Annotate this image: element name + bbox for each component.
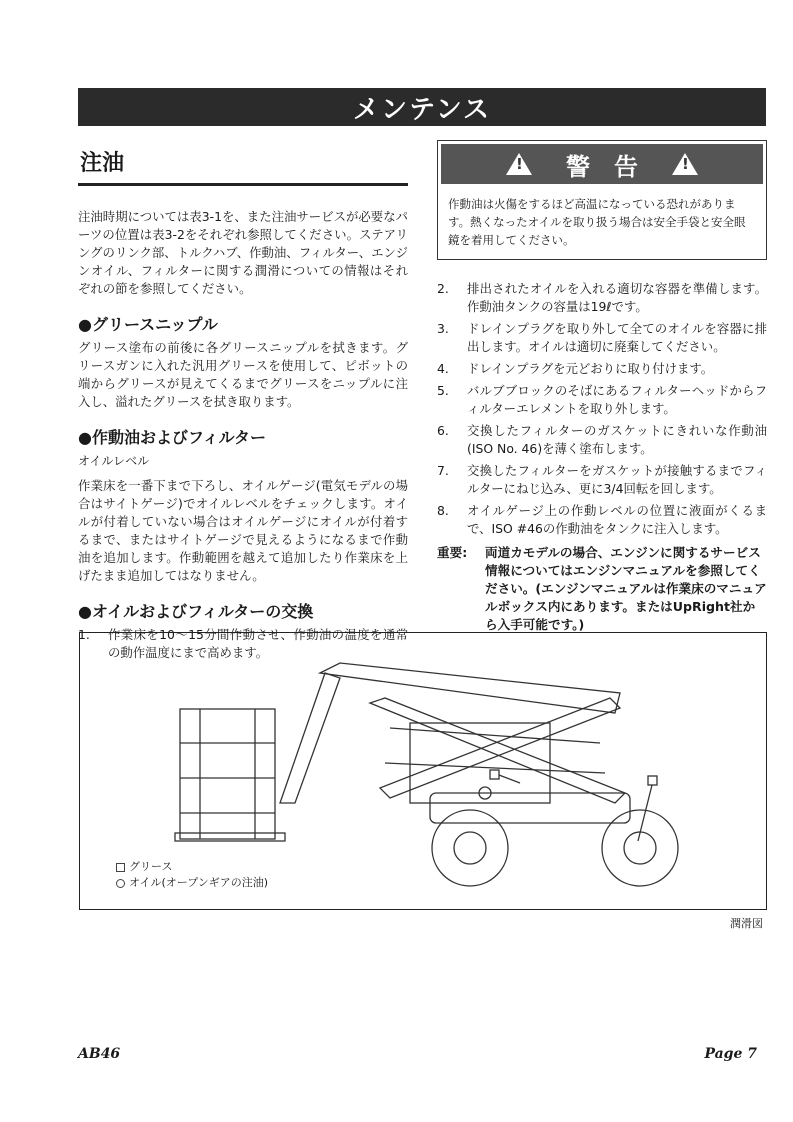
step-text: 作業床を10〜15分間作動させ、作動油の温度を通常の動作温度にまで高めます。 (108, 627, 408, 660)
list-item (437, 502, 767, 538)
list-item (437, 422, 767, 458)
warning-header (441, 144, 763, 184)
grease-paragraph: グリース塗布の前後に各グリースニップルを拭きます。グリースガンに入れた汎用グリースを使用して、ピボットの端からグリースが見えてくるまでグリースをニップルに注入し、溢れたグリースを拭き取ります。 (78, 340, 408, 409)
step-text: 排出されたオイルを入れる適切な容器を準備します。作動油タンクの容量は19ℓです。 (467, 281, 767, 314)
list-item (437, 320, 767, 356)
oil-level-label: オイルレベル (78, 454, 150, 468)
step-number: 2. (437, 281, 449, 296)
list-item (437, 280, 767, 316)
hydraulic-heading: ●作動油およびフィルター (78, 428, 267, 447)
grease-heading: ●グリースニップル (78, 315, 218, 334)
step-number: 3. (437, 321, 449, 336)
step-text: 交換したフィルターのガスケットにきれいな作動油(ISO No. 46)を薄く塗布します。 (467, 423, 767, 456)
step-text: 交換したフィルターをガスケットが接触するまでフィルターにねじ込み、更に3/4回転を回します。 (467, 463, 767, 496)
warning-title: 警 告 (566, 152, 638, 181)
warning-triangle-icon (506, 153, 532, 175)
lubrication-figure (79, 632, 767, 910)
legend-grease-label: グリース (129, 860, 173, 873)
legend-oil (116, 875, 268, 891)
page-banner (78, 88, 766, 126)
list-item (437, 462, 767, 498)
oil-change-heading: ●オイルおよびフィルターの交換 (78, 602, 314, 621)
circle-marker-icon (116, 879, 125, 888)
important-note (437, 544, 767, 634)
banner-title: メンテンス (353, 94, 491, 125)
figure-caption: 潤滑図 (730, 917, 763, 930)
step-number: 4. (437, 361, 449, 376)
square-marker-icon (116, 863, 125, 872)
hydraulic-paragraph: 作業床を一番下まで下ろし、オイルゲージ(電気モデルの場合はサイトゲージ)でオイルレベルをチェックします。オイルが付着していない場合はオイルゲージにオイルが付着するまで、またはサイトゲージで見えるようになるまで作動油を追加します。作動範囲を越えて追加したり作業床を上げたまま追加してはなりません。 (78, 478, 408, 583)
intro-paragraph: 注油時期については表3-1を、また注油サービスが必要なパーツの位置は表3-2をそれぞれ参照してください。ステアリングのリンク部、トルクハブ、作動油、フィルター、エンジンオイル、フィルターに関する潤滑についての情報はそれぞれの節を参照してください。 (78, 209, 408, 296)
warning-box (437, 140, 767, 260)
model-label: AB46 (78, 1046, 121, 1062)
legend-oil-label: オイル(オープンギアの注油) (129, 876, 269, 889)
left-column (78, 140, 408, 666)
step-number: 6. (437, 423, 449, 438)
warning-triangle-icon (672, 153, 698, 175)
section-title: 注油 (78, 140, 408, 186)
step-text: ドレインプラグを取り外して全てのオイルを容器に排出します。オイルは適切に廃棄してください。 (467, 321, 767, 354)
step-text: ドレインプラグを元どおりに取り付けます。 (467, 361, 714, 376)
step-text: オイルゲージ上の作動レベルの位置に液面がくるまで、ISO #46の作動油をタンクに注入します。 (467, 503, 767, 536)
step-number: 7. (437, 463, 449, 478)
step-text: バルブブロックのそばにあるフィルターヘッドからフィルターエレメントを取り外します。 (467, 383, 767, 416)
list-item (437, 382, 767, 418)
figure-legend (116, 859, 268, 891)
important-label: 重要: (437, 545, 468, 560)
right-column (437, 140, 767, 634)
right-step-list (437, 280, 767, 538)
list-item (437, 360, 767, 378)
warning-text: 作動油は火傷をするほど高温になっている恐れがあります。熱くなったオイルを取り扱う場合は安全手袋と安全眼鏡を着用してください。 (448, 197, 746, 247)
page-number: Page 7 (704, 1046, 757, 1062)
step-number: 8. (437, 503, 449, 518)
legend-grease (116, 859, 268, 875)
step-number: 1. (78, 627, 90, 642)
important-text: 両道カモデルの場合、エンジンに関するサービス情報についてはエンジンマニュアルを参照してください。(エンジンマニュアルは作業床のマニュアルボックス内にあります。またはUpRight社から入手可能です。) (485, 545, 767, 632)
step-number: 5. (437, 383, 449, 398)
